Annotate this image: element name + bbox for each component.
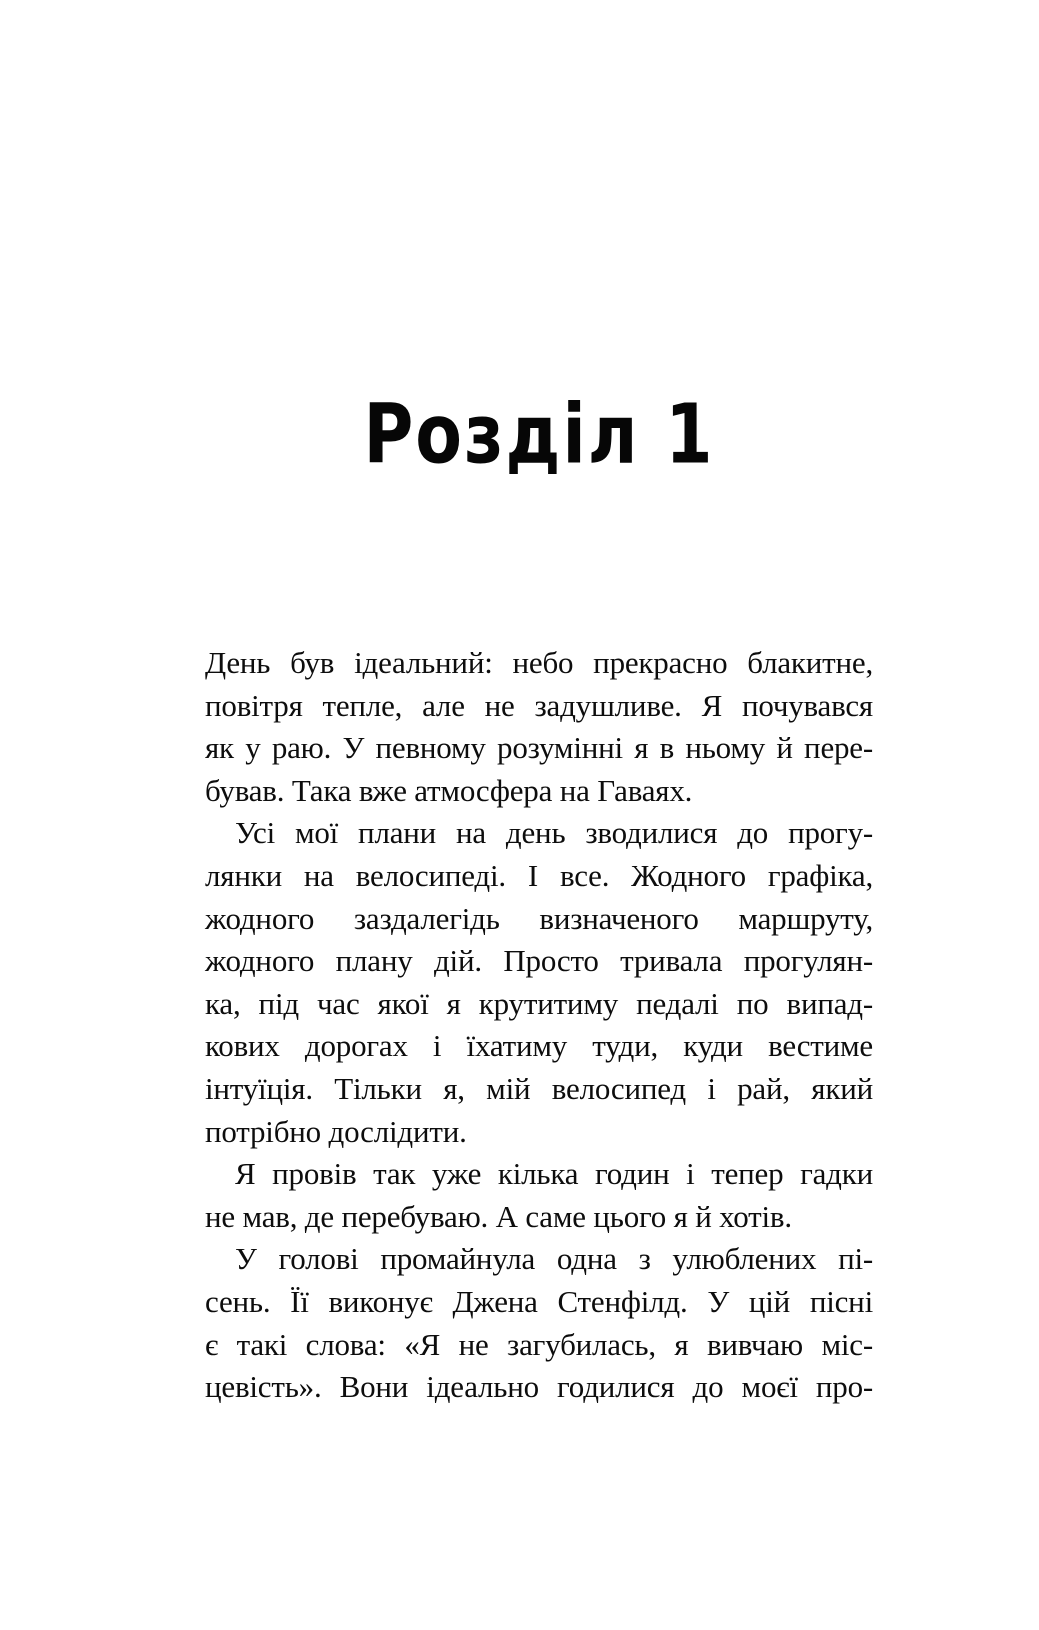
paragraph bbox=[205, 812, 873, 1153]
text-line: повітря тепле, але не задушливе. Я почувався bbox=[205, 687, 873, 723]
body-text bbox=[205, 642, 873, 1409]
text-line: У голові промайнула одна з улюблених пі- bbox=[235, 1241, 873, 1277]
text-line: День був ідеальний: небо прекрасно блакитне, bbox=[205, 645, 873, 680]
text-line: як у раю. У певному розумінні я в ньому й пере- bbox=[205, 730, 873, 766]
paragraph bbox=[205, 642, 873, 812]
text-line: кових дорогах і їхатиму туди, куди вестиме bbox=[205, 1028, 873, 1064]
paragraph bbox=[205, 1238, 873, 1408]
text-line: інтуїція. Тільки я, мій велосипед і рай, який bbox=[205, 1070, 873, 1106]
text-line: Я провів так уже кілька годин і тепер гадки bbox=[235, 1156, 873, 1192]
chapter-title-text: Розділ 1 bbox=[363, 388, 715, 483]
text-line: цевість». Вони ідеально годилися до моєї про- bbox=[205, 1369, 873, 1405]
text-line: потрібно дослідити. bbox=[205, 1113, 467, 1149]
text-line: жодного заздалегідь визначеного маршруту, bbox=[205, 900, 873, 936]
text-line: бував. Така вже атмосфера на Гаваях. bbox=[205, 772, 693, 808]
text-line: жодного плану дій. Просто тривала прогулян- bbox=[205, 943, 873, 979]
text-line: ка, під час якої я крутитиму педалі по випад- bbox=[205, 985, 873, 1021]
paragraph bbox=[205, 1153, 873, 1238]
chapter-title bbox=[205, 388, 873, 484]
text-line: Усі мої плани на день зводилися до прогу- bbox=[235, 815, 873, 851]
text-line: сень. Її виконує Джена Стенфілд. У цій пісні bbox=[205, 1283, 873, 1319]
text-line: лянки на велосипеді. І все. Жодного графіка, bbox=[205, 857, 873, 893]
text-line: не мав, де перебуваю. А саме цього я й хотів. bbox=[205, 1198, 792, 1234]
text-line: є такі слова: «Я не загубилась, я вивчаю міс- bbox=[205, 1326, 873, 1362]
